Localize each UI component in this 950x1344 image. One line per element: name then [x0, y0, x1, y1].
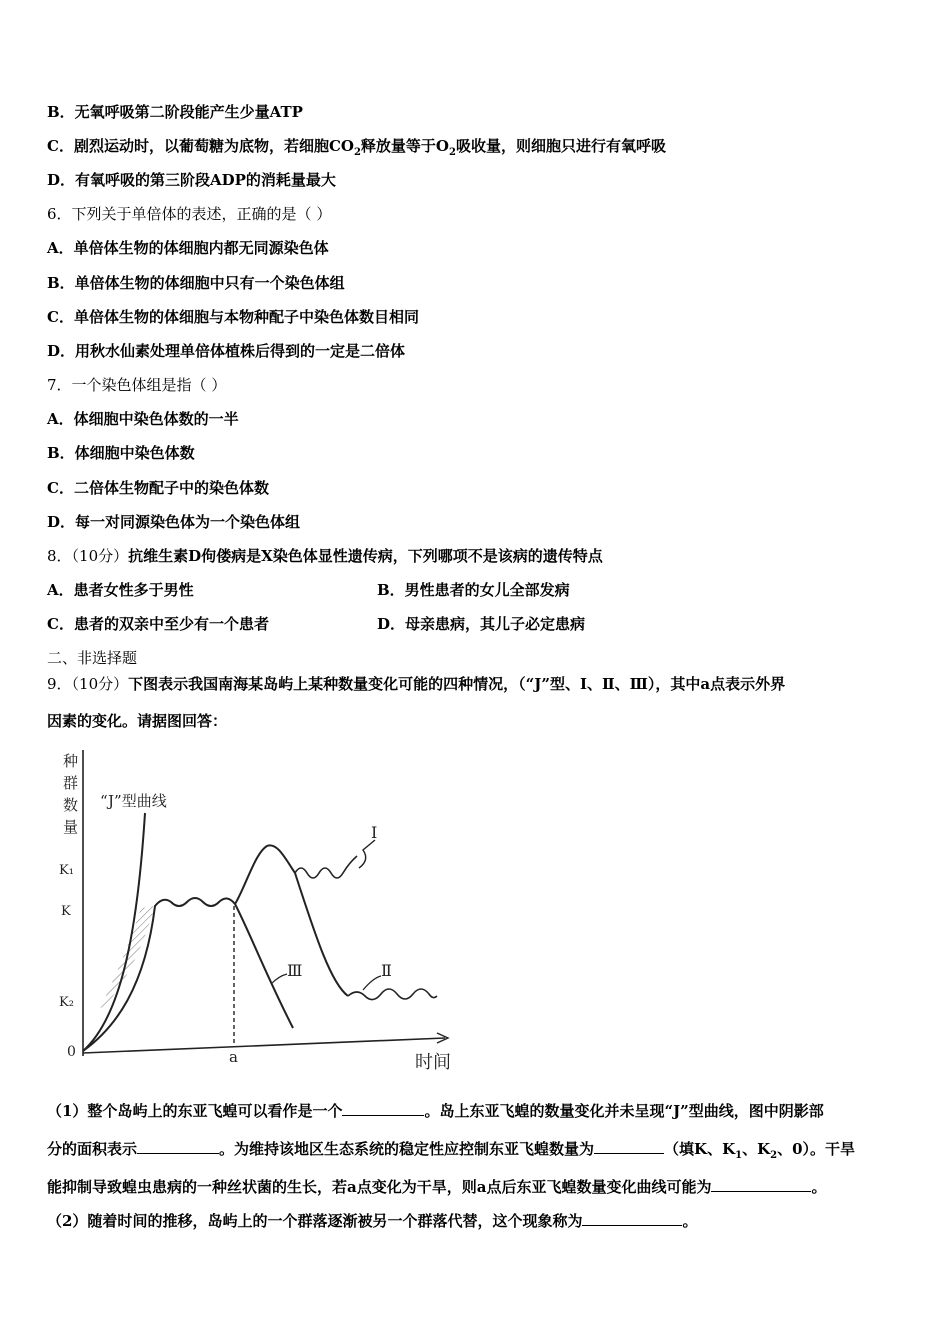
curve-I-pointer	[359, 840, 375, 868]
q7-option-c: C．二倍体生物配子中的染色体数	[47, 479, 269, 497]
curve-II	[295, 873, 348, 996]
curve-III	[235, 904, 293, 1028]
curve-I-label: Ⅰ	[371, 823, 378, 842]
answer-blank-5[interactable]	[582, 1211, 682, 1226]
y-axis-label-4: 量	[63, 818, 79, 836]
curve-III-label: Ⅲ	[287, 961, 303, 980]
x-axis	[83, 1038, 445, 1053]
s-curve	[83, 898, 235, 1051]
tick-k2: K₂	[59, 995, 74, 1010]
q9-part1-text-2d: 、K	[742, 1140, 771, 1158]
answer-blank-3[interactable]	[594, 1139, 664, 1154]
q9-part2-text-b: 。	[682, 1212, 698, 1230]
q6-stem: 6．下列关于单倍体的表述，正确的是（ ）	[47, 205, 332, 223]
curve-III-pointer	[271, 974, 287, 984]
q5-option-d: D．有氧呼吸的第三阶段ADP的消耗量最大	[47, 171, 336, 189]
q9-part1-text-1a: （1）整个岛屿上的东亚飞蝗可以看作是一个	[47, 1102, 343, 1120]
q9-part1-text-2e: 、0）。干旱	[777, 1140, 856, 1158]
q8-option-a: A．患者女性多于男性	[47, 581, 194, 599]
population-growth-figure	[45, 738, 465, 1083]
q9-part1-text-1b: 。岛上东亚飞蝗的数量变化并未呈现“J”型曲线，图中阴影部	[424, 1102, 824, 1120]
point-a-label: a	[229, 1048, 238, 1066]
q7-option-b: B．体细胞中染色体数	[47, 444, 195, 462]
q9-stem-text-1: 下图表示我国南海某岛屿上某种数量变化可能的四种情况，（“J”型、Ⅰ、Ⅱ、Ⅲ），其中a点表示外界	[128, 675, 786, 693]
q6-option-b: B．单倍体生物的体细胞中只有一个染色体组	[47, 274, 345, 292]
section-heading: 二、非选择题	[47, 649, 138, 667]
q7-option-d: D．每一对同源染色体为一个染色体组	[47, 513, 301, 531]
tick-k1: K₁	[59, 863, 74, 878]
q5-c-sub-1: 2	[353, 147, 361, 158]
q8-option-b: B．男性患者的女儿全部发病	[377, 581, 570, 599]
q9-part1-line-2	[47, 1139, 855, 1166]
curve-II-wave	[348, 989, 437, 1000]
q9-part2	[47, 1211, 697, 1231]
q5-c-text-3: 吸收量，则细胞只进行有氧呼吸	[455, 137, 666, 155]
q9-part1-text-2c: （填K、K	[664, 1140, 736, 1158]
q9-part2-text-a: （2）随着时间的推移，岛屿上的一个群落逐渐被另一个群落代替，这个现象称为	[47, 1212, 583, 1230]
q9-part1-text-3b: 。	[811, 1178, 827, 1196]
answer-blank-1[interactable]	[342, 1101, 424, 1116]
q9-part1-line-3	[47, 1177, 826, 1197]
q5-c-text-1: C．剧烈运动时，以葡萄糖为底物，若细胞CO	[47, 137, 354, 155]
answer-blank-2[interactable]	[137, 1139, 219, 1154]
q5-c-text-2: 释放量等于O	[360, 137, 449, 155]
q9-part1-sub-2: 2	[770, 1150, 778, 1161]
y-axis-label-1: 种	[63, 752, 79, 770]
q6-option-a: A．单倍体生物的体细胞内都无同源染色体	[47, 239, 329, 257]
q9-stem-score: 9．（10分）	[47, 675, 129, 693]
q9-part1-sub-1: 1	[735, 1150, 743, 1161]
curve-I	[235, 845, 295, 904]
curve-II-pointer	[363, 976, 381, 990]
q9-part1-text-2a: 分的面积表示	[47, 1140, 138, 1158]
q9-stem-line-2: 因素的变化。请据图回答：	[47, 712, 228, 730]
q8-option-d: D．母亲患病，其儿子必定患病	[377, 615, 586, 633]
y-axis-label-3: 数	[63, 796, 79, 814]
curve-I-wave	[295, 856, 357, 878]
q5-option-b: B．无氧呼吸第二阶段能产生少量ATP	[47, 103, 303, 121]
q5-option-c	[47, 136, 666, 163]
y-axis-label-2: 群	[63, 774, 79, 792]
q7-stem: 7．一个染色体组是指（ ）	[47, 376, 227, 394]
j-curve-label: “J”型曲线	[100, 792, 167, 810]
x-axis-label: 时间	[415, 1052, 451, 1073]
q6-option-d: D．用秋水仙素处理单倍体植株后得到的一定是二倍体	[47, 342, 406, 360]
q6-option-c: C．单倍体生物的体细胞与本物种配子中染色体数目相同	[47, 308, 419, 326]
q9-part1-text-3a: 能抑制导致蝗虫患病的一种丝状菌的生长，若a点变化为干旱，则a点后东亚飞蝗数量变化曲线可能为	[47, 1178, 712, 1196]
q8-option-c: C．患者的双亲中至少有一个患者	[47, 615, 269, 633]
q8-stem-score: 8．（10分）	[47, 547, 129, 565]
curve-II-label: Ⅱ	[381, 961, 392, 980]
q8-stem	[47, 546, 603, 566]
q9-part1-line-1	[47, 1101, 824, 1121]
q9-part1-text-2b: 。为维持该地区生态系统的稳定性应控制东亚飞蝗数量为	[219, 1140, 595, 1158]
q7-option-a: A．体细胞中染色体数的一半	[47, 410, 239, 428]
q9-stem-line-1	[47, 674, 785, 694]
q5-c-sub-2: 2	[449, 147, 456, 158]
origin-label: 0	[67, 1044, 76, 1060]
tick-k: K	[61, 904, 71, 919]
q8-stem-text: 抗维生素D佝偻病是X染色体显性遗传病，下列哪项不是该病的遗传特点	[128, 547, 603, 565]
answer-blank-4[interactable]	[711, 1177, 811, 1192]
